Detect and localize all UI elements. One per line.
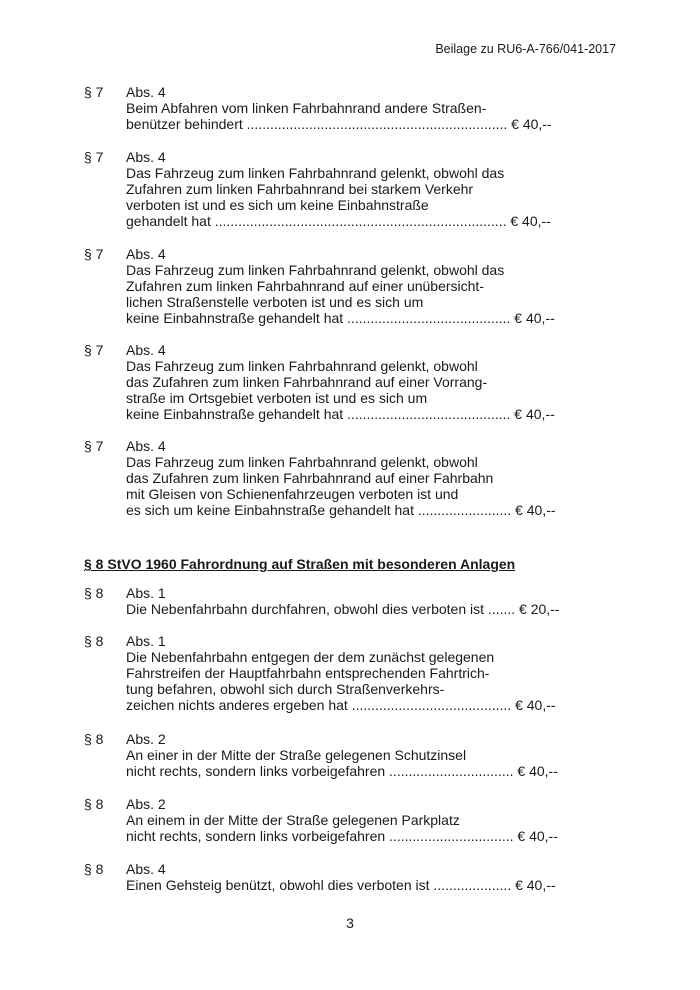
entry-line: Die Nebenfahrbahn entgegen der dem zunächst gelegenen [126, 649, 495, 665]
paragraph-number: § 7 [84, 438, 104, 454]
entry-body [126, 633, 604, 713]
entry-line: es sich um keine Einbahnstraße gehandelt hat ........................ € 40,-- [126, 502, 556, 518]
entry-line: Einen Gehsteig benützt, obwohl dies verboten ist .................... € 40,-- [126, 877, 556, 893]
entry-line: lichen Straßenstelle verboten ist und es sich um [126, 294, 424, 310]
entry-line: nicht rechts, sondern links vorbeigefahren ................................ € 40,-- [126, 828, 558, 844]
abs-label: Abs. 4 [126, 861, 166, 877]
paragraph-number: § 7 [84, 149, 104, 165]
entry-line: zeichen nichts anderes ergeben hat ......................................... € 40,-- [126, 697, 556, 713]
entry-line: An einer in der Mitte der Straße gelegenen Schutzinsel [126, 747, 467, 763]
entry-line: straße im Ortsgebiet verboten ist und es sich um [126, 390, 428, 406]
abs-label: Abs. 4 [126, 342, 166, 358]
paragraph-number: § 8 [84, 796, 104, 812]
entry-body [126, 342, 604, 422]
entry-line: Zufahren zum linken Fahrbahnrand bei starkem Verkehr [126, 181, 474, 197]
paragraph-number: § 7 [84, 246, 104, 262]
entry-line: nicht rechts, sondern links vorbeigefahren ................................ € 40,-- [126, 763, 558, 779]
entry-body [126, 731, 604, 779]
entry-line: gehandelt hat ........................................................................... € 40,-- [126, 213, 551, 229]
entry-line: An einem in der Mitte der Straße gelegenen Parkplatz [126, 812, 460, 828]
entry-line: das Zufahren zum linken Fahrbahnrand auf einer Vorrang- [126, 374, 488, 390]
entry-line: das Zufahren zum linken Fahrbahnrand auf einer Fahrbahn [126, 470, 494, 486]
entry-line: mit Gleisen von Schienenfahrzeugen verboten ist und [126, 486, 459, 502]
entry-line: verboten ist und es sich um keine Einbahnstraße [126, 197, 429, 213]
entry-line: keine Einbahnstraße gehandelt hat .......................................... € 40,-- [126, 310, 555, 326]
paragraph-number: § 8 [84, 585, 104, 601]
abs-label: Abs. 1 [126, 633, 166, 649]
entry-body [126, 796, 604, 844]
entry-body [126, 861, 604, 893]
entry-line: Beim Abfahren vom linken Fahrbahnrand andere Straßen- [126, 100, 487, 116]
paragraph-number: § 8 [84, 731, 104, 747]
page-number: 3 [346, 915, 354, 931]
entry-line: Zufahren zum linken Fahrbahnrand auf einer unübersicht- [126, 278, 484, 294]
paragraph-number: § 8 [84, 633, 104, 649]
abs-label: Abs. 2 [126, 731, 166, 747]
entry-body [126, 438, 604, 518]
entry-line: Fahrstreifen der Hauptfahrbahn entsprechenden Fahrtrich- [126, 665, 490, 681]
entry-body [126, 84, 604, 132]
entry-line: tung befahren, obwohl sich durch Straßenverkehrs- [126, 681, 445, 697]
abs-label: Abs. 1 [126, 585, 166, 601]
entry-line: Die Nebenfahrbahn durchfahren, obwohl dies verboten ist ....... € 20,-- [126, 601, 560, 617]
entry-line: keine Einbahnstraße gehandelt hat .......................................... € 40,-- [126, 406, 555, 422]
entry-body [126, 585, 604, 617]
paragraph-number: § 7 [84, 84, 104, 100]
paragraph-number: § 8 [84, 861, 104, 877]
abs-label: Abs. 4 [126, 149, 166, 165]
abs-label: Abs. 4 [126, 246, 166, 262]
entry-body [126, 149, 604, 229]
abs-label: Abs. 4 [126, 84, 166, 100]
abs-label: Abs. 2 [126, 796, 166, 812]
entry-line: Das Fahrzeug zum linken Fahrbahnrand gelenkt, obwohl das [126, 262, 505, 278]
abs-label: Abs. 4 [126, 438, 166, 454]
entry-line: Das Fahrzeug zum linken Fahrbahnrand gelenkt, obwohl [126, 358, 478, 374]
entry-line: Das Fahrzeug zum linken Fahrbahnrand gelenkt, obwohl das [126, 165, 505, 181]
section-heading: § 8 StVO 1960 Fahrordnung auf Straßen mit besonderen Anlagen [84, 556, 516, 572]
entry-body [126, 246, 604, 326]
entry-line: Das Fahrzeug zum linken Fahrbahnrand gelenkt, obwohl [126, 454, 478, 470]
paragraph-number: § 7 [84, 342, 104, 358]
entry-line: benützer behindert ................................................................... € 40,-- [126, 116, 552, 132]
document-header: Beilage zu RU6-A-766/041-2017 [435, 42, 616, 56]
